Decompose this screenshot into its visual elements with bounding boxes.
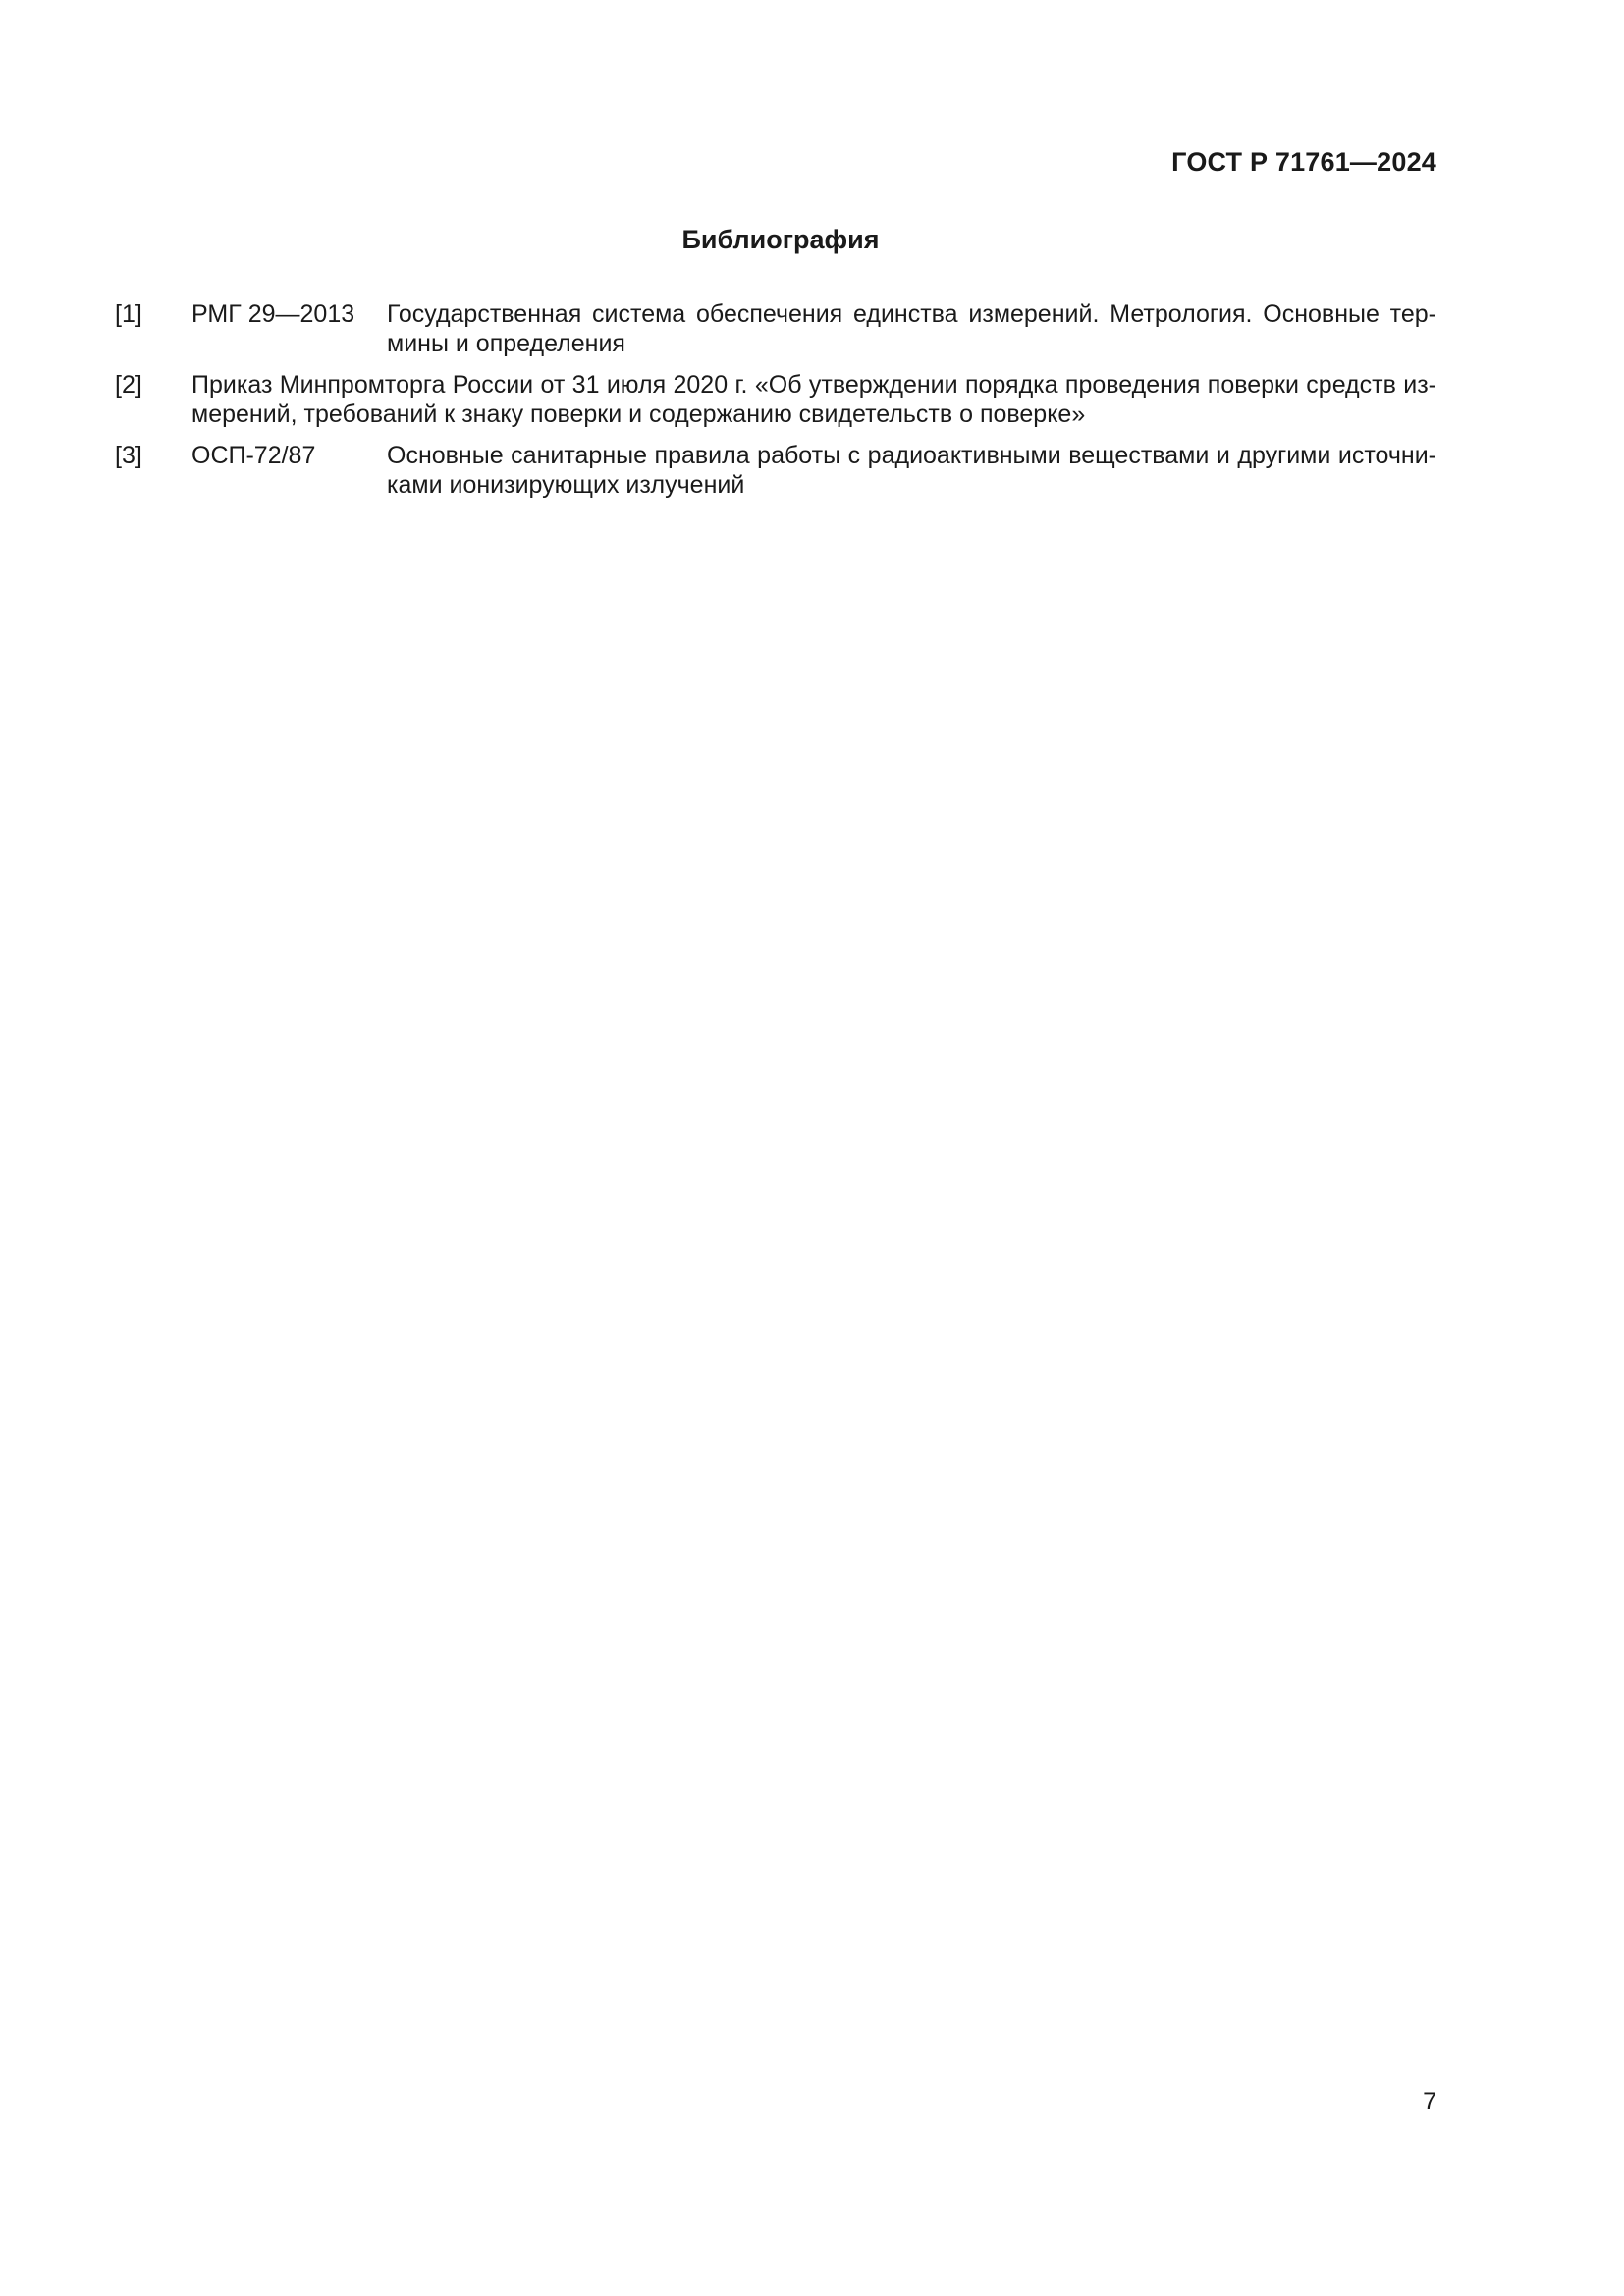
entry-number: [1]: [115, 300, 142, 328]
document-code: ГОСТ Р 71761—2024: [1171, 147, 1436, 177]
entry-code: ОСП-72/87: [191, 442, 316, 469]
bibliography-entry-1: [115, 299, 1436, 358]
entry-text-line: мины и определения: [387, 330, 625, 357]
entry-text: [387, 441, 1436, 500]
entry-code: РМГ 29—2013: [191, 300, 355, 328]
entry-number: [2]: [115, 371, 142, 399]
entry-text: [191, 370, 1436, 429]
entry-text-line: Государственная система обеспечения единства измерений. Метрология. Основные тер-: [387, 300, 1436, 328]
entry-text-line: ками ионизирующих излучений: [387, 471, 745, 499]
entry-text-line: мерений, требований к знаку поверки и содержанию свидетельств о поверке»: [191, 400, 1086, 428]
entry-number: [3]: [115, 442, 142, 469]
entry-text-line: Приказ Минпромторга России от 31 июля 2020 г. «Об утверждении порядка проведения поверки средств из-: [191, 371, 1436, 399]
entry-text: [387, 299, 1436, 358]
entry-text-line: Основные санитарные правила работы с радиоактивными веществами и другими источни-: [387, 442, 1436, 469]
bibliography-list: [115, 299, 1436, 511]
bibliography-title: Библиография: [681, 225, 880, 254]
page-number: 7: [1423, 2088, 1436, 2115]
bibliography-entry-3: [115, 441, 1436, 500]
bibliography-entry-2: [115, 370, 1436, 429]
